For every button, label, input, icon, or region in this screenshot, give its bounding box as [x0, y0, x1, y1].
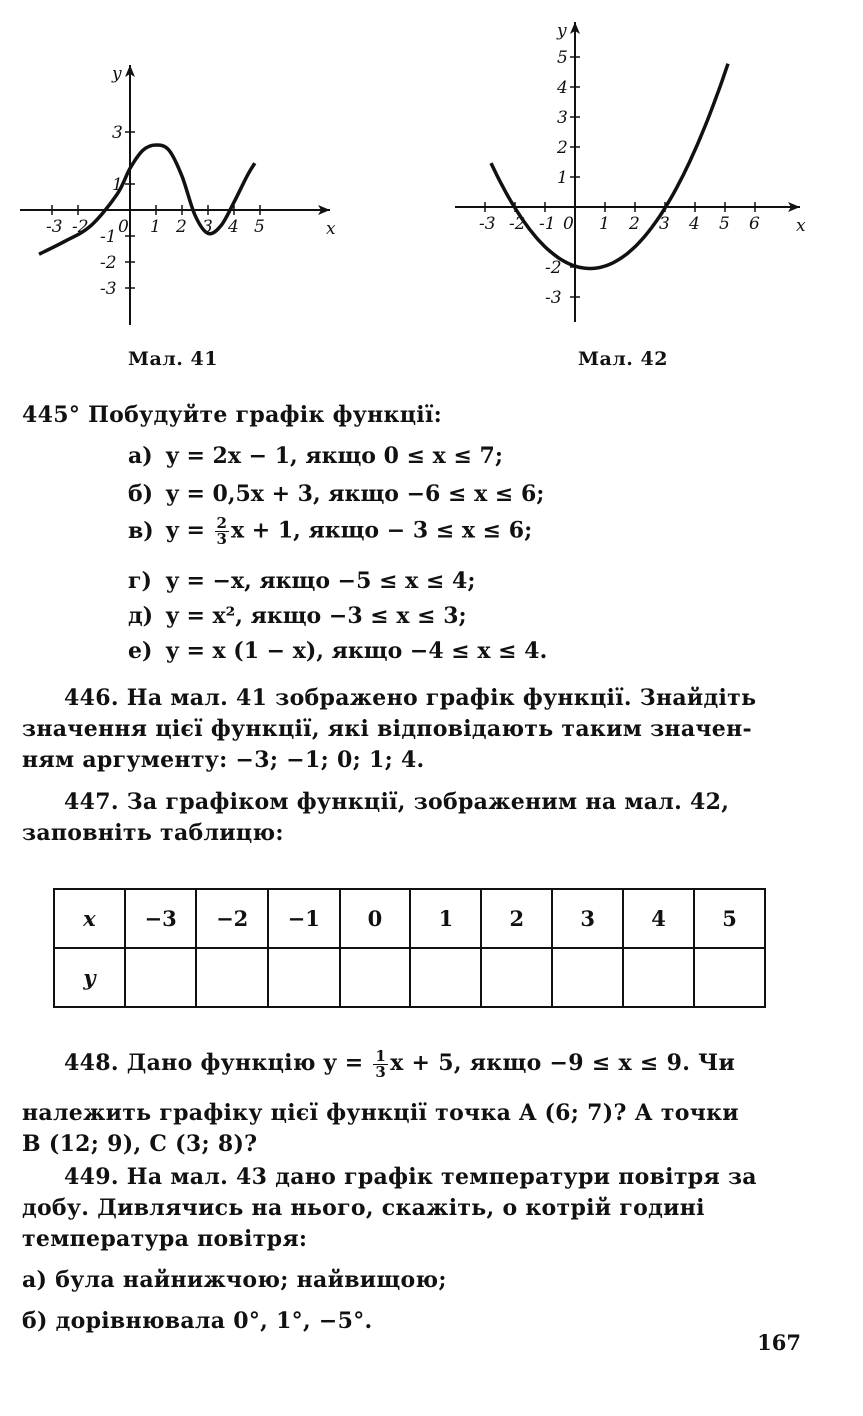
- y-tick-label: 5: [557, 48, 568, 68]
- table-cell: 1: [410, 889, 481, 948]
- y-tick-label: -2: [545, 258, 562, 278]
- x-tick-label: 5: [719, 214, 730, 234]
- fraction-2-3: $\frac{2}{3}$: [216, 514, 227, 548]
- y-tick-label: -1: [100, 227, 117, 247]
- graph-41: [20, 55, 350, 335]
- x-tick-label: 0: [563, 214, 574, 234]
- item-445-e: д) y = x², якщо −3 ≤ x ≤ 3;: [128, 603, 467, 629]
- table-cell: −1: [268, 889, 340, 948]
- caption-41: Мал. 41: [128, 348, 218, 370]
- x-tick-label: -3: [479, 214, 496, 234]
- function-curve: [39, 145, 255, 254]
- figure-41: [20, 55, 350, 335]
- table-cell: 4: [623, 889, 694, 948]
- table-cell: 0: [340, 889, 411, 948]
- problem-448-cont: належить графіку цієї функції точка A (6; 7)? А точки B (12; 9), C (3; 8)?: [22, 1100, 739, 1157]
- table-cell: [623, 948, 694, 1007]
- y-axis-label: y: [557, 21, 567, 41]
- y-tick-label: 2: [557, 138, 568, 158]
- x-tick-label: -2: [509, 214, 526, 234]
- table-cell: 3: [552, 889, 623, 948]
- y-tick-label: -3: [545, 288, 562, 308]
- table-row-y: [54, 948, 765, 1007]
- table-cell: 2: [481, 889, 552, 948]
- item-445-d: г) y = −x, якщо −5 ≤ x ≤ 4;: [128, 568, 476, 594]
- x-tick-label: 2: [629, 214, 640, 234]
- table-cell: [694, 948, 765, 1007]
- problem-number: 445°: [22, 402, 81, 428]
- y-axis-label: y: [112, 64, 122, 84]
- parabola-curve: [491, 64, 728, 269]
- table-cell: y: [54, 948, 125, 1007]
- caption-42: Мал. 42: [578, 348, 668, 370]
- problem-449: 449. На мал. 43 дано графік температури повітря за добу. Дивлячись на нього, скажіть, о котрій годині температура повітря:: [22, 1164, 757, 1252]
- item-449-a: а) була найнижчою; найвищою;: [22, 1267, 447, 1293]
- problem-446: 446. На мал. 41 зображено графік функції. Знайдіть значення цієї функції, які відповідають таким значен- ням аргументу: −3; −1; 0; 1; 4.: [22, 685, 757, 773]
- y-tick-label: 3: [557, 108, 568, 128]
- y-tick-label: 4: [557, 78, 568, 98]
- x-tick-label: 3: [202, 217, 213, 237]
- problem-445: [22, 400, 812, 431]
- table-cell: x: [54, 889, 125, 948]
- table-cell: [552, 948, 623, 1007]
- figure-42: [445, 12, 815, 332]
- x-tick-label: -2: [72, 217, 89, 237]
- y-tick-label: 1: [112, 175, 123, 195]
- item-445-b: б) y = 0,5x + 3, якщо −6 ≤ x ≤ 6;: [128, 481, 545, 507]
- x-tick-label: -1: [539, 214, 556, 234]
- table-cell: [125, 948, 197, 1007]
- table-cell: [340, 948, 411, 1007]
- x-tick-label: 0: [118, 217, 129, 237]
- x-axis-label: x: [796, 216, 806, 236]
- x-tick-label: 6: [749, 214, 760, 234]
- x-tick-label: -3: [46, 217, 63, 237]
- x-tick-label: 5: [254, 217, 265, 237]
- y-tick-label: 3: [112, 123, 123, 143]
- table-cell: 5: [694, 889, 765, 948]
- problem-448: 448. Дано функцію y = $\frac{1}{3}$ x + 5, якщо −9 ≤ x ≤ 9. Чи: [22, 1048, 812, 1080]
- problem-text: Побудуйте графік функції:: [88, 402, 443, 428]
- page-number: 167: [757, 1330, 801, 1355]
- item-445-f: е) y = x (1 − x), якщо −4 ≤ x ≤ 4.: [128, 638, 548, 664]
- problem-number: 446.: [64, 685, 119, 711]
- problem-number: 447.: [64, 789, 119, 815]
- table-cell: [268, 948, 340, 1007]
- graph-42: [445, 12, 815, 332]
- y-tick-label: -2: [100, 253, 117, 273]
- x-axis-label: x: [326, 219, 336, 239]
- problem-number: 448.: [64, 1050, 119, 1076]
- problem-number: 449.: [64, 1164, 119, 1190]
- x-tick-label: 1: [599, 214, 610, 234]
- item-445-c: в) y = $\frac{2}{3}$ x + 1, якщо − 3 ≤ x ≤ 6;: [128, 514, 533, 548]
- x-tick-label: 3: [659, 214, 670, 234]
- fraction-1-3: $\frac{1}{3}$: [375, 1046, 387, 1081]
- x-tick-label: 1: [150, 217, 161, 237]
- x-tick-label: 2: [176, 217, 187, 237]
- item-449-b: б) дорівнювала 0°, 1°, −5°.: [22, 1308, 373, 1334]
- x-tick-label: 4: [228, 217, 239, 237]
- table-row-x: [54, 889, 765, 948]
- item-445-a: а) y = 2x − 1, якщо 0 ≤ x ≤ 7;: [128, 443, 503, 469]
- table-cell: [481, 948, 552, 1007]
- y-tick-label: -3: [100, 279, 117, 299]
- y-tick-label: 1: [557, 168, 568, 188]
- problem-447: 447. За графіком функції, зображеним на мал. 42, заповніть таблицю:: [22, 789, 730, 846]
- x-tick-label: 4: [689, 214, 700, 234]
- value-table: [53, 888, 766, 1008]
- table-cell: −2: [196, 889, 268, 948]
- table-cell: −3: [125, 889, 197, 948]
- table-cell: [196, 948, 268, 1007]
- table-cell: [410, 948, 481, 1007]
